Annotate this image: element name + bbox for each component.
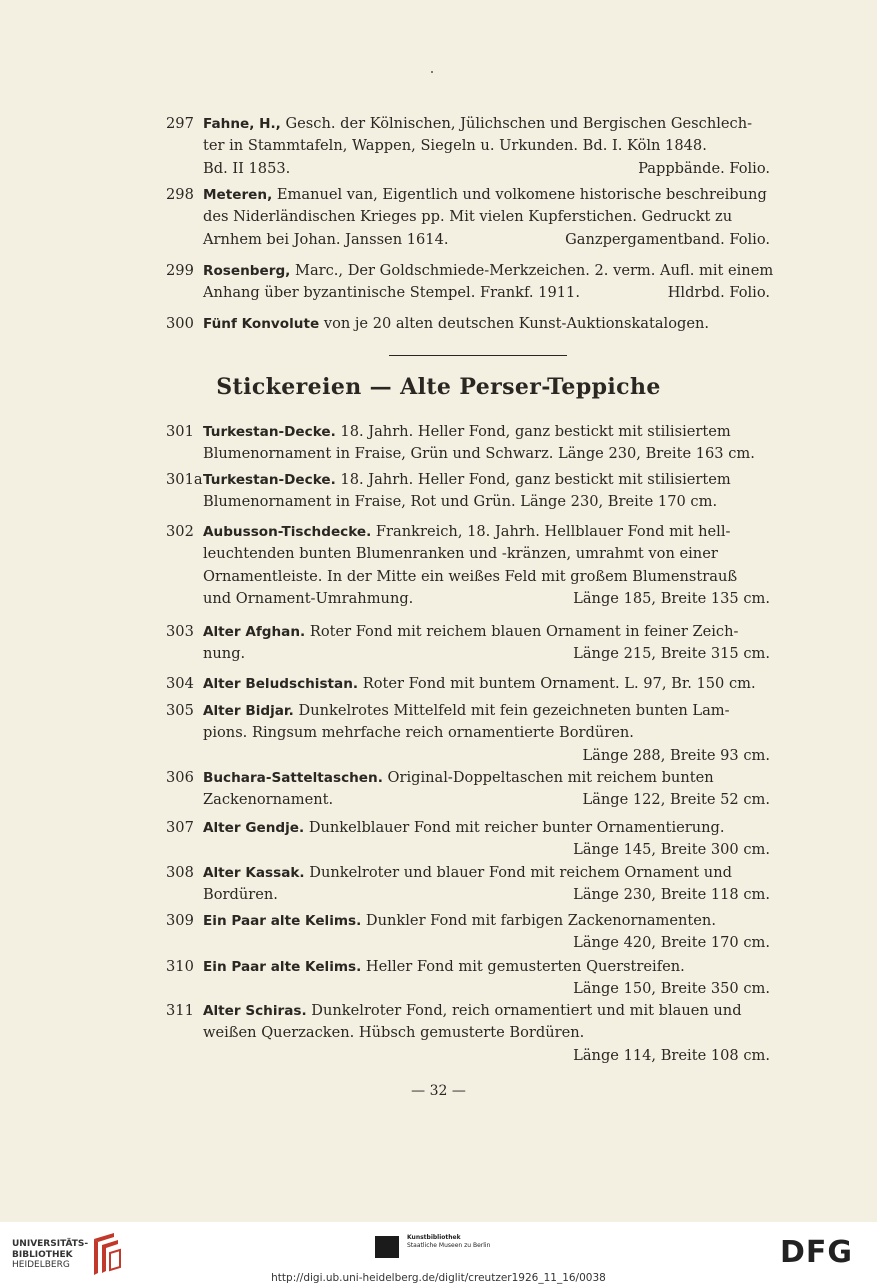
kb-title: Kunstbibliothek [407,1234,461,1241]
entry-number: 307 [166,819,194,836]
entry-line: Dunkelrotes Mittelfeld mit fein gezeichneten bunten Lam- [298,702,730,719]
entry-dimensions: Länge 150, Breite 350 cm. [573,980,770,998]
catalog-entry-298 [166,184,788,251]
university-library-logo-text[interactable] [12,1239,88,1271]
entry-number: 303 [166,623,194,640]
entry-title: Alter Afghan. [203,624,306,640]
entry-number: 299 [166,262,194,279]
entry-line: pions. Ringsum mehrfache reich ornamentierte Bordüren. [203,724,634,742]
catalog-entry-297 [166,113,788,180]
catalog-entry-308 [166,862,788,907]
catalog-entry-302 [166,521,788,610]
catalog-entry-306 [166,767,788,812]
entry-title: Fünf Konvolute [203,316,320,332]
entry-title: Turkestan-Decke. [203,472,336,488]
uni-line-2: BIBLIOTHEK [12,1249,73,1260]
entry-line: Anhang über byzantinische Stempel. Frankf. 1911. [203,284,580,302]
dfg-logo[interactable]: DFG [780,1235,854,1270]
entry-number: 301 [166,423,194,440]
kunstbibliothek-logo-icon[interactable] [375,1236,399,1258]
entry-line: Bd. II 1853. [203,159,291,177]
entry-title: Alter Beludschistan. [203,676,359,692]
entry-title: Alter Kassak. [203,865,305,881]
entry-dimensions: Länge 420, Breite 170 cm. [573,934,770,952]
entry-line: ter in Stammtafeln, Wappen, Siegeln u. Urkunden. Bd. I. Köln 1848. [203,137,707,155]
entry-number: 297 [166,115,194,132]
entry-dimensions: Länge 145, Breite 300 cm. [573,841,770,859]
entry-line: Zackenornament. [203,791,334,809]
catalog-entry-307 [166,817,788,862]
entry-dimensions: Länge 185, Breite 135 cm. [573,589,770,607]
scan-speck [431,71,433,73]
kb-subtitle: Staatliche Museen zu Berlin [407,1242,491,1249]
entry-line: nung. [203,645,246,663]
entry-title: Buchara-Satteltaschen. [203,770,383,786]
entry-dimensions: Länge 230, Breite 118 cm. [573,886,770,904]
entry-number: 305 [166,702,194,719]
entry-dimensions: Länge 114, Breite 108 cm. [573,1046,770,1064]
entry-line: Dunkelroter und blauer Fond mit reichem Ornament und [309,864,732,881]
entry-format: Pappbände. Folio. [638,159,770,177]
entry-line: Dunkler Fond mit farbigen Zackenornamenten. [365,912,716,929]
entry-format: Ganzpergamentband. Folio. [565,230,770,248]
entry-number: 298 [166,186,194,203]
entry-number: 308 [166,864,194,881]
entry-line: Frankreich, 18. Jahrh. Hellblauer Fond mit hell- [375,523,731,540]
university-logo-icon[interactable] [90,1231,122,1277]
entry-line: Heller Fond mit gemusterten Querstreifen. [365,958,685,975]
entry-number: 302 [166,523,194,540]
entry-line: 18. Jahrh. Heller Fond, ganz bestickt mit stilisiertem [340,471,731,488]
entry-title: Alter Gendje. [203,820,305,836]
uni-line-1: UNIVERSITÄTS- [12,1239,89,1249]
catalog-entry-299 [166,260,788,305]
entry-dimensions: Länge 288, Breite 93 cm. [582,746,770,764]
catalog-entry-309 [166,910,788,955]
entry-title: Ein Paar alte Kelims. [203,913,362,929]
entry-line: und Ornament-Umrahmung. [203,589,414,607]
entry-dimensions: Länge 122, Breite 52 cm. [582,791,770,809]
section-title: Stickereien — Alte Perser-Teppiche [216,374,661,400]
entry-line: 18. Jahrh. Heller Fond, ganz bestickt mit stilisiertem [340,423,731,440]
entry-line: Original-Doppeltaschen mit reichem bunten [387,769,714,786]
entry-number: 306 [166,769,194,786]
page-number: — 32 — [411,1083,466,1099]
entry-line: Arnhem bei Johan. Janssen 1614. [203,230,449,248]
section-divider [389,355,567,356]
catalog-entry-301 [166,421,788,466]
entry-title: Turkestan-Decke. [203,424,336,440]
entry-title: Alter Bidjar. [203,703,294,719]
entry-number: 311 [166,1002,194,1019]
entry-line: Bordüren. [203,886,278,904]
entry-line: Ornamentleiste. In der Mitte ein weißes Feld mit großem Blumenstrauß [203,567,738,585]
entry-line: Marc., Der Goldschmiede-Merkzeichen. 2. verm. Aufl. mit einem [295,262,774,279]
catalog-entry-303 [166,621,788,666]
entry-format: Hldrbd. Folio. [667,284,770,302]
catalog-entry-304 [166,673,788,695]
entry-title: Meteren, [203,187,273,203]
entry-line: Dunkelroter Fond, reich ornamentiert und mit blauen und [311,1002,742,1019]
entry-number: 301a [166,471,203,488]
entry-line: Emanuel van, Eigentlich und volkomene historische beschreibung [276,186,767,203]
entry-number: 300 [166,315,194,332]
entry-title: Ein Paar alte Kelims. [203,959,362,975]
entry-number: 309 [166,912,194,929]
permalink-url[interactable]: http://digi.ub.uni-heidelberg.de/diglit/creutzer1926_11_16/0038 [271,1272,606,1284]
entry-title: Aubusson-Tischdecke. [203,524,372,540]
entry-line: Dunkelblauer Fond mit reicher bunter Ornamentierung. [308,819,725,836]
entry-line: Roter Fond mit buntem Ornament. L. 97, Br. 150 cm. [362,675,756,692]
kunstbibliothek-text [407,1234,490,1250]
entry-line: weißen Querzacken. Hübsch gemusterte Bordüren. [203,1024,585,1042]
entry-line: leuchtenden bunten Blumenranken und -kränzen, umrahmt von einer [203,545,718,563]
entry-line: von je 20 alten deutschen Kunst-Auktionskatalogen. [323,315,710,332]
entry-line: Gesch. der Kölnischen, Jülichschen und Bergischen Geschlech- [285,115,753,132]
entry-number: 304 [166,675,194,692]
catalog-entry-311 [166,1000,788,1067]
catalog-entry-301a [166,469,788,514]
entry-title: Fahne, H., [203,116,281,132]
entry-title: Rosenberg, [203,263,291,279]
catalog-entry-305 [166,700,788,767]
entry-dimensions: Länge 215, Breite 315 cm. [573,645,770,663]
catalog-entry-300 [166,313,788,335]
footer-bar [0,1222,877,1286]
entry-number: 310 [166,958,194,975]
uni-line-3: HEIDELBERG [12,1260,70,1270]
entry-line: Blumenornament in Fraise, Rot und Grün. Länge 230, Breite 170 cm. [203,493,718,511]
entry-line: des Niderländischen Krieges pp. Mit vielen Kupferstichen. Gedruckt zu [203,208,733,226]
entry-line: Blumenornament in Fraise, Grün und Schwarz. Länge 230, Breite 163 cm. [203,445,755,463]
entry-title: Alter Schiras. [203,1003,307,1019]
entry-line: Roter Fond mit reichem blauen Ornament in feiner Zeich- [309,623,739,640]
catalog-entry-310 [166,956,788,1001]
